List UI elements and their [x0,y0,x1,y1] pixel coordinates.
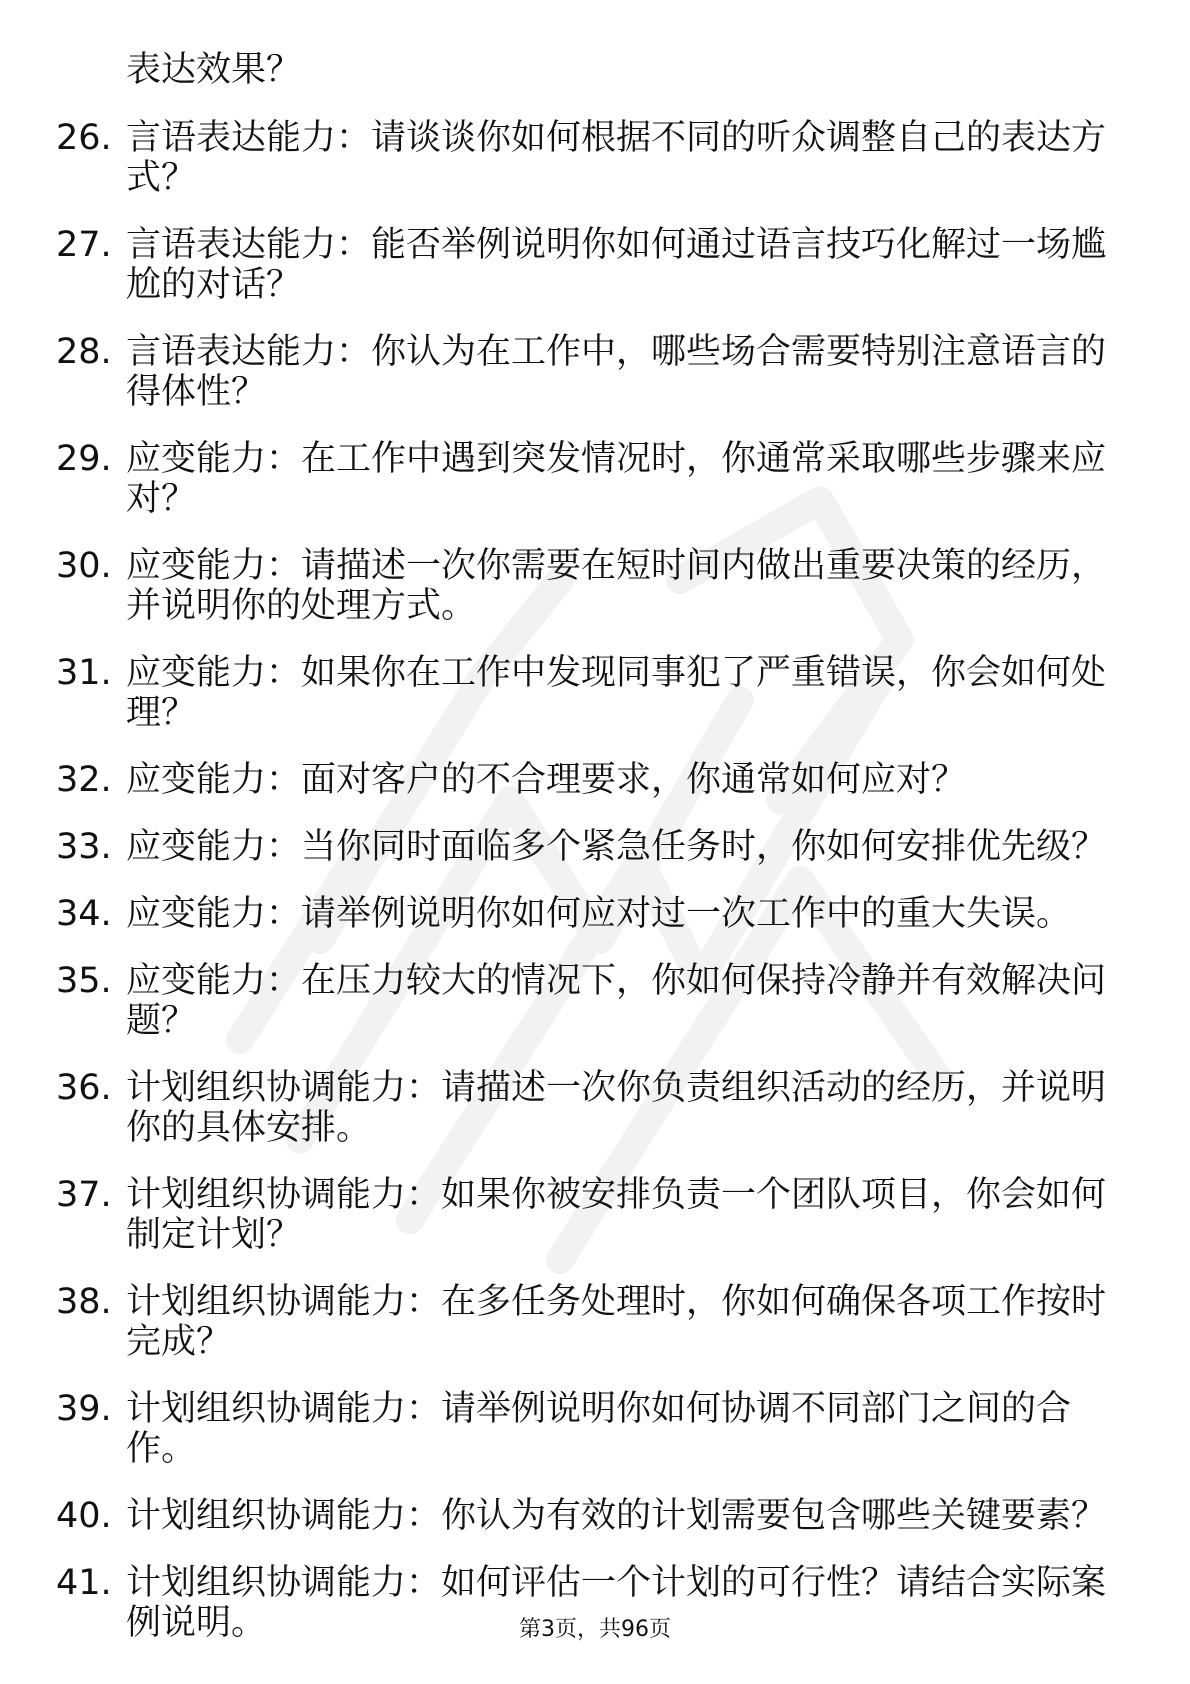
list-item-40 [56,1496,1116,1536]
item-number: 41. [56,1563,112,1603]
item-number: 28. [56,332,112,372]
item-text: 言语表达能力：能否举例说明你如何通过语言技巧化解过一场尴尬的对话？ [126,225,1107,305]
list-item-39 [56,1389,1116,1469]
item-text: 应变能力：在工作中遇到突发情况时，你通常采取哪些步骤来应对？ [126,439,1107,519]
item-text: 言语表达能力：你认为在工作中，哪些场合需要特别注意语言的得体性？ [126,332,1107,412]
item-number: 35. [56,961,112,1001]
item-text: 应变能力：当你同时面临多个紧急任务时，你如何安排优先级？ [126,827,1107,867]
continued-line: 表达效果？ [126,50,302,90]
list-item-33 [56,827,1116,867]
item-number: 36. [56,1068,112,1108]
list-item-38 [56,1282,1116,1362]
list-item-36 [56,1068,1116,1148]
item-number: 30. [56,546,112,586]
question-list [56,50,1116,1670]
item-number: 27. [56,225,112,265]
page-footer: 第3页，共96页 [519,1617,671,1642]
item-number: 40. [56,1496,112,1536]
item-text: 计划组织协调能力：请描述一次你负责组织活动的经历，并说明你的具体安排。 [126,1068,1107,1148]
list-item-35 [56,961,1116,1041]
list-item-30 [56,546,1116,626]
item-text: 应变能力：面对客户的不合理要求，你通常如何应对？ [126,760,967,800]
item-text: 应变能力：如果你在工作中发现同事犯了严重错误，你会如何处理？ [126,653,1107,733]
list-item-27 [56,225,1116,305]
item-number: 37. [56,1175,112,1215]
list-item-32 [56,760,1116,800]
item-number: 38. [56,1282,112,1322]
item-number: 26. [56,118,112,158]
item-number: 32. [56,760,112,800]
item-text: 言语表达能力：请谈谈你如何根据不同的听众调整自己的表达方式？ [126,118,1107,198]
list-item-29 [56,439,1116,519]
item-text: 应变能力：请描述一次你需要在短时间内做出重要决策的经历，并说明你的处理方式。 [126,546,1107,626]
item-text: 计划组织协调能力：你认为有效的计划需要包含哪些关键要素？ [126,1496,1107,1536]
item-number: 29. [56,439,112,479]
item-text: 计划组织协调能力：在多任务处理时，你如何确保各项工作按时完成？ [126,1282,1107,1362]
item-text: 应变能力：在压力较大的情况下，你如何保持冷静并有效解决问题？ [126,961,1107,1041]
item-number: 34. [56,894,112,934]
list-item-37 [56,1175,1116,1255]
list-item-34 [56,894,1116,934]
item-number: 33. [56,827,112,867]
item-text: 计划组织协调能力：如果你被安排负责一个团队项目，你会如何制定计划？ [126,1175,1107,1255]
item-text: 计划组织协调能力：如何评估一个计划的可行性？请结合实际案例说明。 [126,1563,1107,1643]
list-item-28 [56,332,1116,412]
item-text: 应变能力：请举例说明你如何应对过一次工作中的重大失误。 [126,894,1072,934]
item-text: 计划组织协调能力：请举例说明你如何协调不同部门之间的合作。 [126,1389,1072,1469]
list-item-31 [56,653,1116,733]
item-number: 39. [56,1389,112,1429]
list-item-26 [56,118,1116,198]
item-number: 31. [56,653,112,693]
